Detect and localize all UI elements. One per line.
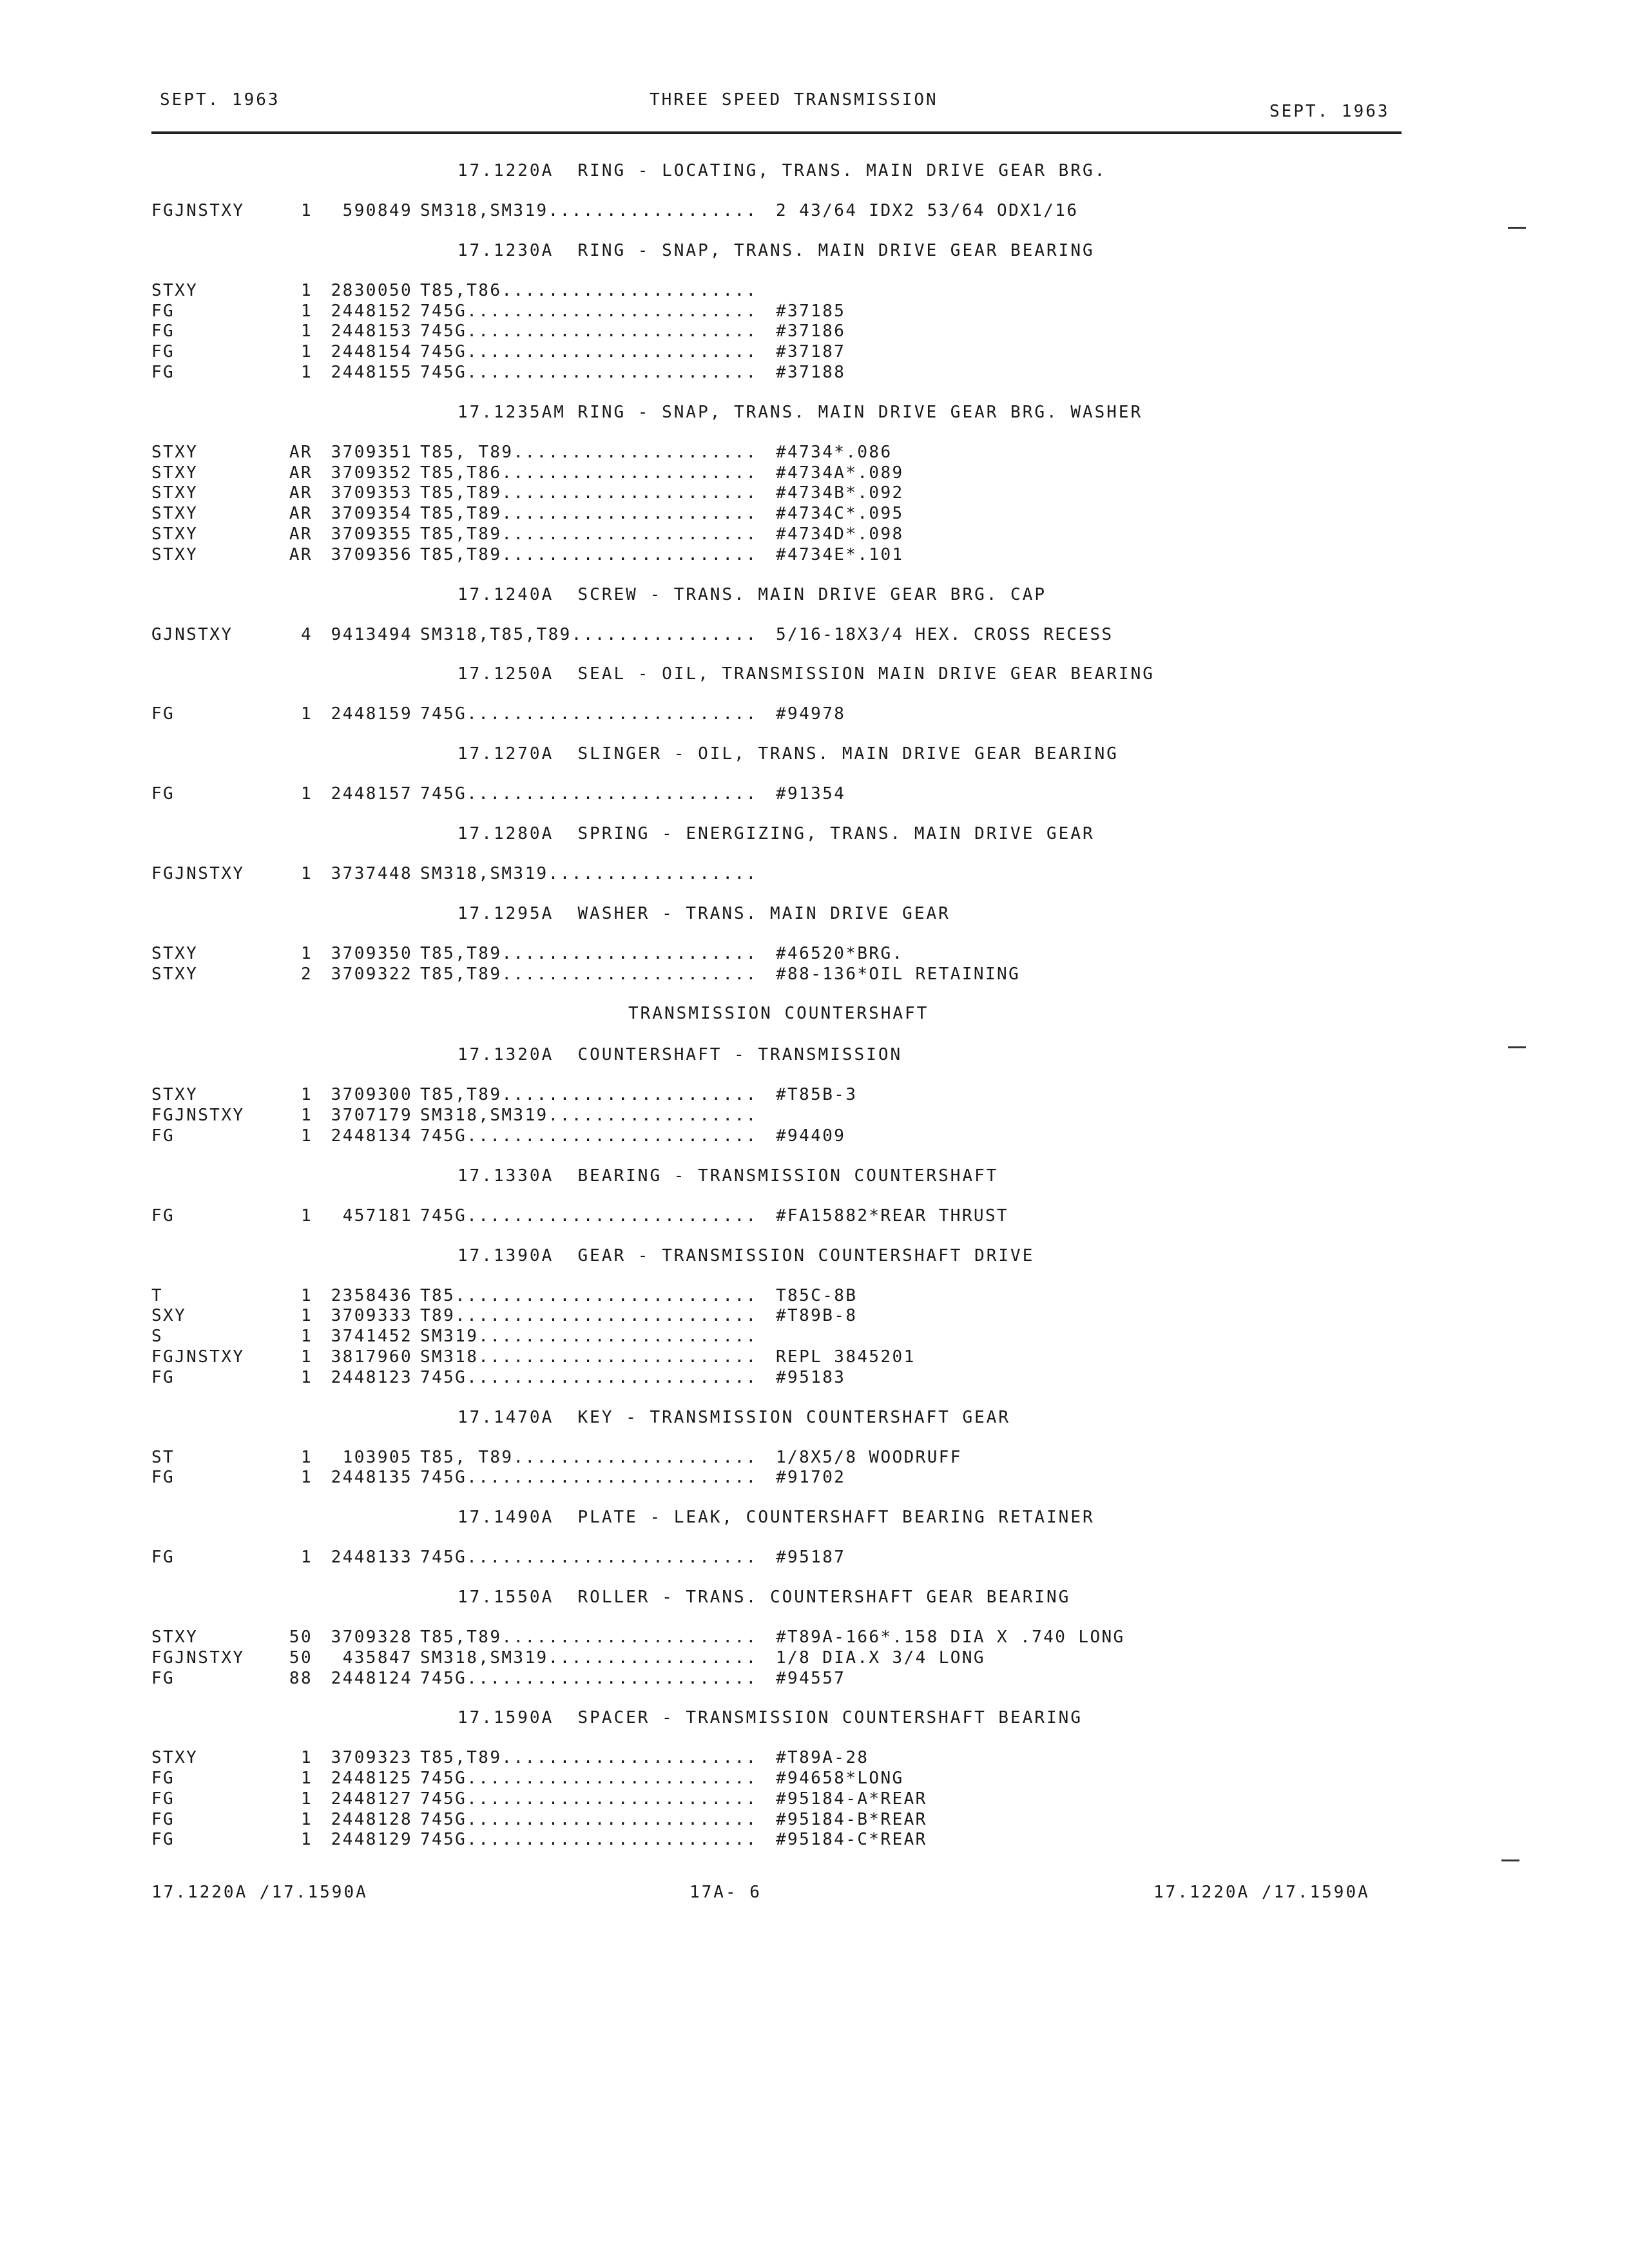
application-codes: STXY [151, 280, 198, 300]
description: #95187 [776, 1548, 846, 1568]
application-codes: STXY [151, 544, 198, 564]
header-date-left: SEPT. 1963 [160, 90, 280, 110]
model-list: T85, T89..................... [420, 1447, 758, 1467]
application-codes: FG [151, 1769, 175, 1789]
description: #T89A-166*.158 DIA X .740 LONG [776, 1627, 1125, 1647]
section-title: 17.1220A RING - LOCATING, TRANS. MAIN DRIVE GEAR BRG. [458, 161, 1107, 180]
part-row [151, 1748, 1427, 1769]
part-row [151, 1548, 1427, 1568]
part-row [151, 504, 1427, 524]
quantity: AR [289, 544, 313, 564]
part-number: 3709350 [331, 943, 412, 963]
description: #37187 [776, 342, 846, 362]
application-codes: STXY [151, 1627, 198, 1647]
part-row [151, 1126, 1427, 1147]
quantity: 50 [289, 1627, 313, 1647]
model-list: 745G......................... [420, 704, 758, 724]
model-list: T85,T89...................... [420, 483, 758, 503]
part-number: 3709354 [331, 504, 412, 524]
part-number: 2448154 [331, 342, 412, 362]
model-list: SM318,SM319.................. [420, 1106, 758, 1126]
part-number: 3709356 [331, 544, 412, 564]
part-number: 3709352 [331, 463, 412, 483]
part-number: 2448134 [331, 1126, 412, 1146]
part-row [151, 302, 1427, 322]
part-row [151, 545, 1427, 566]
part-number: 2448128 [331, 1809, 412, 1829]
model-list: T85,T89...................... [420, 504, 758, 524]
description: #T89B-8 [776, 1306, 858, 1326]
margin-mark [1501, 1860, 1519, 1861]
quantity: 1 [300, 1306, 313, 1326]
application-codes: FG [151, 1809, 175, 1829]
part-number: 3709355 [331, 524, 412, 544]
description: #FA15882*REAR THRUST [776, 1206, 1009, 1225]
part-row [151, 1206, 1427, 1227]
quantity: 88 [289, 1668, 313, 1688]
application-codes: FG [151, 1468, 175, 1488]
section-title: 17.1470A KEY - TRANSMISSION COUNTERSHAFT GEAR [458, 1407, 1011, 1427]
description: #91354 [776, 784, 846, 804]
quantity: 1 [300, 1347, 313, 1367]
quantity: 1 [300, 1085, 313, 1105]
part-number: 3709300 [331, 1085, 412, 1105]
model-list: 745G......................... [420, 1367, 758, 1387]
application-codes: FG [151, 301, 175, 321]
quantity: 1 [300, 1126, 313, 1146]
part-number: 2448127 [331, 1789, 412, 1809]
quantity: 1 [300, 1809, 313, 1829]
part-row [151, 784, 1427, 805]
model-list: 745G......................... [420, 301, 758, 321]
model-list: 745G......................... [420, 1769, 758, 1789]
quantity: 1 [300, 1748, 313, 1768]
model-list: T85,T89...................... [420, 544, 758, 564]
part-row [151, 1106, 1427, 1126]
description: #T89A-28 [776, 1748, 869, 1768]
quantity: AR [289, 463, 313, 483]
quantity: 1 [300, 1548, 313, 1568]
model-list: T89.......................... [420, 1306, 758, 1326]
model-list: 745G......................... [420, 1789, 758, 1809]
application-codes: GJNSTXY [151, 624, 233, 644]
part-row [151, 1830, 1427, 1850]
part-row [151, 1306, 1427, 1327]
application-codes: STXY [151, 943, 198, 963]
part-row [151, 1368, 1427, 1389]
quantity: 1 [300, 704, 313, 724]
margin-mark [1508, 1046, 1526, 1048]
model-list: SM318,SM319.................. [420, 201, 758, 220]
quantity: AR [289, 442, 313, 462]
description: #4734A*.089 [776, 463, 904, 483]
application-codes: FG [151, 342, 175, 362]
application-codes: FG [151, 1789, 175, 1809]
model-list: SM318,SM319.................. [420, 1648, 758, 1667]
part-number: 103905 [342, 1447, 412, 1467]
quantity: 1 [300, 362, 313, 382]
quantity: 1 [300, 1285, 313, 1305]
quantity: 1 [300, 301, 313, 321]
part-number: 2448133 [331, 1548, 412, 1568]
part-row [151, 1468, 1427, 1488]
application-codes: FGJNSTXY [151, 1106, 245, 1126]
parts-list [151, 160, 1427, 1869]
application-codes: FGJNSTXY [151, 863, 245, 883]
section-title: 17.1250A SEAL - OIL, TRANSMISSION MAIN DRIVE GEAR BEARING [458, 664, 1155, 684]
part-number: 2448157 [331, 784, 412, 804]
application-codes: FGJNSTXY [151, 1347, 245, 1367]
description: 1/8X5/8 WOODRUFF [776, 1447, 962, 1467]
part-number: 457181 [342, 1206, 412, 1225]
description: 1/8 DIA.X 3/4 LONG [776, 1648, 985, 1667]
quantity: 1 [300, 280, 313, 300]
application-codes: FGJNSTXY [151, 201, 245, 220]
description: #95184-C*REAR [776, 1830, 927, 1850]
application-codes: STXY [151, 504, 198, 524]
quantity: 1 [300, 1367, 313, 1387]
quantity: 50 [289, 1648, 313, 1667]
quantity: 1 [300, 1206, 313, 1225]
section-title: 17.1490A PLATE - LEAK, COUNTERSHAFT BEARING RETAINER [458, 1508, 1095, 1528]
part-row [151, 443, 1427, 463]
application-codes: FG [151, 1126, 175, 1146]
application-codes: STXY [151, 1748, 198, 1768]
model-list: SM319........................ [420, 1327, 758, 1347]
description: #94409 [776, 1126, 846, 1146]
description: 5/16-18X3/4 HEX. CROSS RECESS [776, 624, 1113, 644]
part-number: 3737448 [331, 863, 412, 883]
footer-range-right: 17.1220A /17.1590A [1153, 1883, 1370, 1902]
application-codes: FG [151, 322, 175, 341]
part-row [151, 1286, 1427, 1307]
part-number: 3709353 [331, 483, 412, 503]
part-row [151, 965, 1427, 985]
application-codes: STXY [151, 964, 198, 984]
part-row [151, 1648, 1427, 1669]
part-number: 3709322 [331, 964, 412, 984]
description: #4734B*.092 [776, 483, 904, 503]
section-title: 17.1550A ROLLER - TRANS. COUNTERSHAFT GEAR BEARING [458, 1587, 1071, 1607]
quantity: 1 [300, 1830, 313, 1850]
part-row [151, 201, 1427, 222]
model-list: T85,T86...................... [420, 280, 758, 300]
model-list: 745G......................... [420, 362, 758, 382]
part-row [151, 322, 1427, 342]
description: #37185 [776, 301, 846, 321]
model-list: 745G......................... [420, 1809, 758, 1829]
section-title: 17.1295A WASHER - TRANS. MAIN DRIVE GEAR [458, 903, 950, 923]
part-number: 3741452 [331, 1327, 412, 1347]
part-row [151, 1448, 1427, 1468]
part-row [151, 1789, 1427, 1810]
model-list: 745G......................... [420, 1830, 758, 1850]
part-row [151, 704, 1427, 725]
model-list: T85,T86...................... [420, 463, 758, 483]
description: 2 43/64 IDX2 53/64 ODX1/16 [776, 201, 1079, 220]
description: #94658*LONG [776, 1769, 904, 1789]
part-row [151, 1669, 1427, 1689]
part-row [151, 1347, 1427, 1368]
application-codes: FG [151, 704, 175, 724]
group-heading: TRANSMISSION COUNTERSHAFT [628, 1004, 929, 1024]
part-number: 2358436 [331, 1285, 412, 1305]
application-codes: STXY [151, 483, 198, 503]
quantity: 1 [300, 1106, 313, 1126]
section-title: 17.1280A SPRING - ENERGIZING, TRANS. MAIN DRIVE GEAR [458, 823, 1095, 843]
part-number: 3709323 [331, 1748, 412, 1768]
section-title: 17.1590A SPACER - TRANSMISSION COUNTERSHAFT BEARING [458, 1708, 1083, 1728]
part-row [151, 363, 1427, 383]
part-row [151, 944, 1427, 965]
application-codes: FG [151, 784, 175, 804]
application-codes: FG [151, 1830, 175, 1850]
part-number: 3709328 [331, 1627, 412, 1647]
part-row [151, 864, 1427, 885]
part-row [151, 281, 1427, 302]
quantity: 4 [300, 624, 313, 644]
part-number: 2448155 [331, 362, 412, 382]
part-number: 2448123 [331, 1367, 412, 1387]
model-list: 745G......................... [420, 1468, 758, 1488]
description: #37188 [776, 362, 846, 382]
model-list: 745G......................... [420, 1548, 758, 1568]
model-list: T85,T89...................... [420, 524, 758, 544]
application-codes: SXY [151, 1306, 187, 1326]
model-list: T85,T89...................... [420, 1085, 758, 1105]
application-codes: FG [151, 1206, 175, 1225]
part-row [151, 1327, 1427, 1347]
application-codes: FG [151, 1367, 175, 1387]
section-title: 17.1240A SCREW - TRANS. MAIN DRIVE GEAR BRG. CAP [458, 584, 1047, 604]
part-row [151, 463, 1427, 484]
model-list: 745G......................... [420, 1126, 758, 1146]
model-list: 745G......................... [420, 1668, 758, 1688]
section-title: 17.1270A SLINGER - OIL, TRANS. MAIN DRIVE GEAR BEARING [458, 744, 1119, 764]
header-rule [151, 131, 1402, 134]
description: #95184-A*REAR [776, 1789, 927, 1809]
quantity: 1 [300, 1468, 313, 1488]
part-number: 2448153 [331, 322, 412, 341]
part-number: 3709351 [331, 442, 412, 462]
quantity: 2 [300, 964, 313, 984]
quantity: 1 [300, 1447, 313, 1467]
application-codes: STXY [151, 1085, 198, 1105]
part-row [151, 1769, 1427, 1789]
part-number: 2448129 [331, 1830, 412, 1850]
application-codes: STXY [151, 442, 198, 462]
model-list: 745G......................... [420, 322, 758, 341]
application-codes: STXY [151, 524, 198, 544]
description: T85C-8B [776, 1285, 858, 1305]
application-codes: FG [151, 1668, 175, 1688]
application-codes: STXY [151, 463, 198, 483]
header-date-right: SEPT. 1963 [1269, 102, 1390, 121]
quantity: 1 [300, 1789, 313, 1809]
section-title: 17.1330A BEARING - TRANSMISSION COUNTERSHAFT [458, 1166, 999, 1186]
part-row [151, 342, 1427, 363]
quantity: AR [289, 483, 313, 503]
quantity: 1 [300, 1769, 313, 1789]
part-number: 3817960 [331, 1347, 412, 1367]
part-number: 2448135 [331, 1468, 412, 1488]
quantity: 1 [300, 943, 313, 963]
application-codes: FGJNSTXY [151, 1648, 245, 1667]
description: #91702 [776, 1468, 846, 1488]
description: #94978 [776, 704, 846, 724]
quantity: 1 [300, 201, 313, 220]
model-list: T85, T89..................... [420, 442, 758, 462]
part-number: 2448125 [331, 1769, 412, 1789]
part-number: 2830050 [331, 280, 412, 300]
application-codes: FG [151, 362, 175, 382]
quantity: 1 [300, 322, 313, 341]
model-list: T85.......................... [420, 1285, 758, 1305]
part-number: 2448124 [331, 1668, 412, 1688]
part-number: 3707179 [331, 1106, 412, 1126]
part-row [151, 1810, 1427, 1831]
part-row [151, 1085, 1427, 1106]
part-row [151, 483, 1427, 504]
header-title: THREE SPEED TRANSMISSION [650, 90, 938, 110]
section-title: 17.1320A COUNTERSHAFT - TRANSMISSION [458, 1045, 903, 1065]
description: REPL 3845201 [776, 1347, 916, 1367]
description: #88-136*OIL RETAINING [776, 964, 1021, 984]
quantity: AR [289, 504, 313, 524]
quantity: 1 [300, 342, 313, 362]
application-codes: T [151, 1285, 164, 1305]
description: #46520*BRG. [776, 943, 904, 963]
section-title: 17.1390A GEAR - TRANSMISSION COUNTERSHAFT DRIVE [458, 1245, 1035, 1265]
application-codes: ST [151, 1447, 175, 1467]
part-row [151, 625, 1427, 646]
description: #T85B-3 [776, 1085, 858, 1105]
part-number: 2448159 [331, 704, 412, 724]
part-number: 9413494 [331, 624, 412, 644]
description: #95183 [776, 1367, 846, 1387]
quantity: AR [289, 524, 313, 544]
application-codes: S [151, 1327, 164, 1347]
quantity: 1 [300, 1327, 313, 1347]
description: #4734C*.095 [776, 504, 904, 524]
model-list: 745G......................... [420, 342, 758, 362]
model-list: T85,T89...................... [420, 1627, 758, 1647]
footer-range-left: 17.1220A /17.1590A [151, 1883, 368, 1902]
model-list: 745G......................... [420, 1206, 758, 1225]
model-list: SM318,SM319.................. [420, 863, 758, 883]
quantity: 1 [300, 784, 313, 804]
model-list: T85,T89...................... [420, 1748, 758, 1768]
part-number: 2448152 [331, 301, 412, 321]
part-number: 3709333 [331, 1306, 412, 1326]
model-list: 745G......................... [420, 784, 758, 804]
description: #95184-B*REAR [776, 1809, 927, 1829]
application-codes: FG [151, 1548, 175, 1568]
description: #94557 [776, 1668, 846, 1688]
description: #4734D*.098 [776, 524, 904, 544]
model-list: SM318........................ [420, 1347, 758, 1367]
section-title: 17.1230A RING - SNAP, TRANS. MAIN DRIVE GEAR BEARING [458, 240, 1095, 260]
model-list: T85,T89...................... [420, 943, 758, 963]
model-list: SM318,T85,T89................ [420, 624, 758, 644]
description: #4734*.086 [776, 442, 892, 462]
footer-page-number: 17A- 6 [689, 1883, 762, 1902]
margin-mark [1508, 227, 1526, 229]
description: #37186 [776, 322, 846, 341]
model-list: T85,T89...................... [420, 964, 758, 984]
part-row [151, 524, 1427, 545]
part-row [151, 1628, 1427, 1648]
part-number: 590849 [342, 201, 412, 220]
quantity: 1 [300, 863, 313, 883]
part-number: 435847 [342, 1648, 412, 1667]
description: #4734E*.101 [776, 544, 904, 564]
section-title: 17.1235AM RING - SNAP, TRANS. MAIN DRIVE GEAR BRG. WASHER [458, 402, 1143, 422]
